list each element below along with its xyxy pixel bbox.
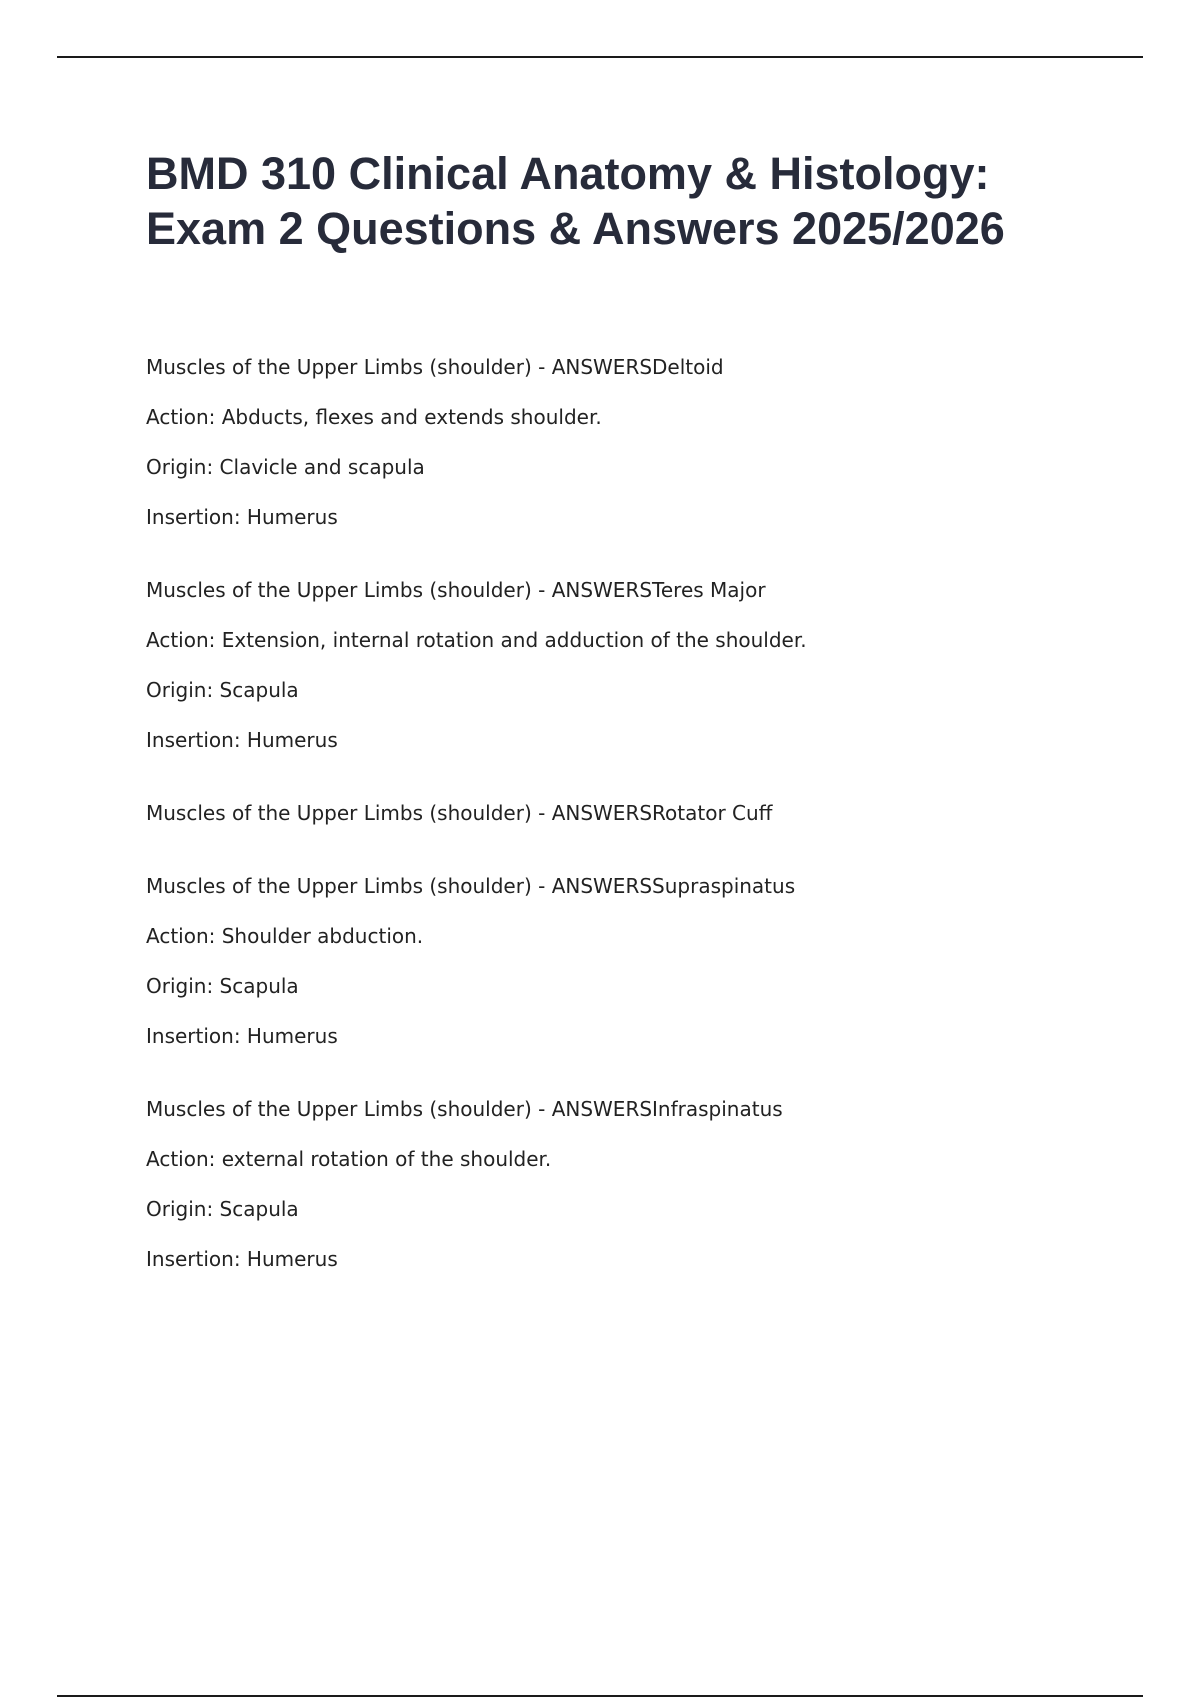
question-text: Muscles of the Upper Limbs (shoulder) - ANSWERSRotator Cuff	[146, 801, 773, 825]
origin-text: Origin: Scapula	[146, 974, 299, 998]
top-divider	[57, 56, 1143, 58]
qa-item-infraspinatus	[146, 1097, 1126, 1271]
qa-item-rotator-cuff	[146, 801, 1126, 825]
action-text: Action: Abducts, flexes and extends shoulder.	[146, 405, 602, 429]
origin-text: Origin: Scapula	[146, 1197, 299, 1221]
bottom-divider	[57, 1695, 1143, 1697]
action-text: Action: Extension, internal rotation and adduction of the shoulder.	[146, 628, 807, 652]
qa-list	[146, 355, 1126, 1320]
qa-item-supraspinatus	[146, 874, 1126, 1048]
insertion-text: Insertion: Humerus	[146, 728, 338, 752]
question-text: Muscles of the Upper Limbs (shoulder) - ANSWERSDeltoid	[146, 355, 724, 379]
action-text: Action: Shoulder abduction.	[146, 924, 424, 948]
origin-text: Origin: Scapula	[146, 678, 299, 702]
insertion-text: Insertion: Humerus	[146, 505, 338, 529]
title-line-2: Exam 2 Questions & Answers 2025/2026	[146, 203, 1005, 254]
action-text: Action: external rotation of the shoulder.	[146, 1147, 552, 1171]
question-text: Muscles of the Upper Limbs (shoulder) - ANSWERSTeres Major	[146, 578, 766, 602]
document-title	[146, 146, 1146, 256]
qa-item-deltoid	[146, 355, 1126, 529]
question-text: Muscles of the Upper Limbs (shoulder) - ANSWERSSupraspinatus	[146, 874, 796, 898]
qa-item-teres-major	[146, 578, 1126, 752]
insertion-text: Insertion: Humerus	[146, 1247, 338, 1271]
question-text: Muscles of the Upper Limbs (shoulder) - ANSWERSInfraspinatus	[146, 1097, 783, 1121]
origin-text: Origin: Clavicle and scapula	[146, 455, 425, 479]
insertion-text: Insertion: Humerus	[146, 1024, 338, 1048]
title-line-1: BMD 310 Clinical Anatomy & Histology:	[146, 148, 990, 199]
